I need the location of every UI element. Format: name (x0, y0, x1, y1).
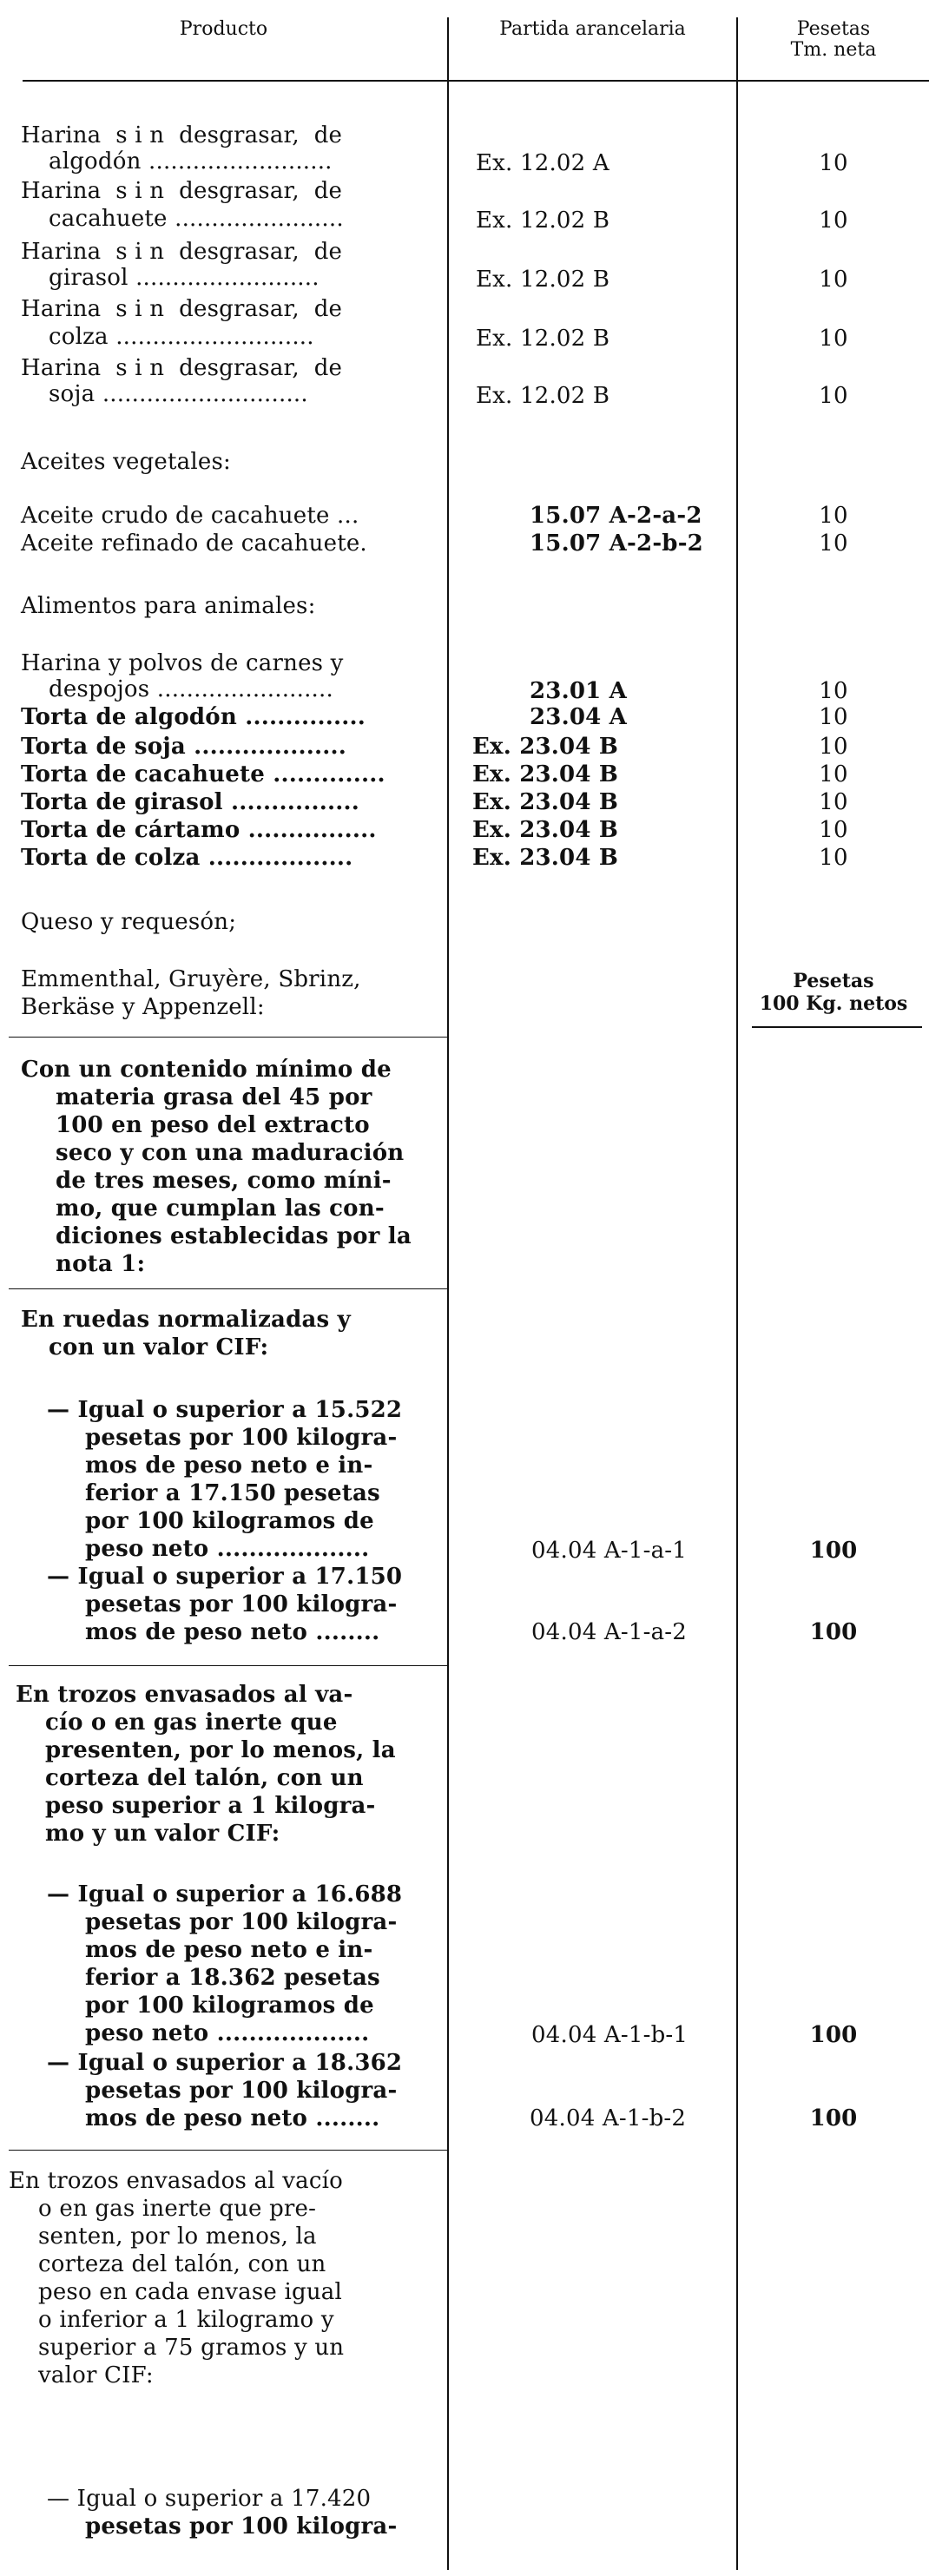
row-partida: Ex. 12.02 A (476, 150, 609, 176)
row-text: Aceite crudo de cacahuete ... (21, 503, 359, 529)
paragraph-line: de tres meses, como míni- (56, 1168, 392, 1194)
paragraph-line: En trozos envasados al vacío (9, 2168, 343, 2194)
paragraph-line: o inferior a 1 kilogramo y (38, 2307, 334, 2333)
row-pesetas: 10 (819, 267, 848, 293)
row-partida: 23.04 A (530, 704, 628, 730)
paragraph-line: superior a 75 gramos y un (38, 2335, 345, 2361)
section-heading-alimentos: Alimentos para animales: (21, 593, 316, 619)
paragraph-line: corteza del talón, con un (38, 2251, 326, 2277)
row-pesetas: 10 (819, 150, 848, 176)
paragraph-line: peso en cada envase igual (38, 2279, 342, 2305)
pesetas-100kg-header: Pesetas (793, 970, 874, 992)
header-rule-right (738, 80, 929, 82)
row-text: Harina s i n desgrasar, de (21, 239, 343, 265)
row-partida: Ex. 23.04 B (472, 761, 619, 787)
row-partida: Ex. 12.02 B (476, 383, 610, 409)
row-partida: Ex. 23.04 B (472, 789, 619, 815)
paragraph-line: pesetas por 100 kilogra- (85, 2078, 398, 2104)
section-rule (9, 1288, 447, 1289)
row-text: Harina s i n desgrasar, de (21, 296, 343, 322)
pesetas-100kg-rule (752, 1026, 922, 1028)
row-pesetas: 10 (819, 530, 848, 557)
row-text: Torta de soja ................... (21, 734, 346, 760)
row-text: girasol ......................... (49, 265, 320, 291)
header-pesetas-1: Pesetas (796, 18, 871, 40)
row-pesetas: 100 (809, 1619, 858, 1645)
section-rule (9, 2150, 447, 2151)
row-pesetas: 10 (819, 761, 848, 787)
header-pesetas-2: Tm. neta (790, 39, 877, 61)
paragraph-line: mos de peso neto ........ (85, 1619, 380, 1645)
ruedas-line: con un valor CIF: (49, 1334, 269, 1360)
row-pesetas: 10 (819, 208, 848, 234)
row-pesetas: 10 (819, 845, 848, 871)
paragraph-line: por 100 kilogramos de (85, 1993, 374, 2019)
row-text: Torta de algodón ............... (21, 704, 366, 730)
row-text: Harina s i n desgrasar, de (21, 355, 343, 381)
row-text: Aceite refinado de cacahuete. (21, 530, 367, 557)
paragraph-line: por 100 kilogramos de (85, 1508, 374, 1534)
paragraph-line: diciones establecidas por la (56, 1223, 412, 1249)
row-partida: Ex. 12.02 B (476, 267, 610, 293)
row-text: Torta de cacahuete .............. (21, 761, 385, 787)
row-text: Torta de cártamo ................ (21, 817, 377, 843)
paragraph-line: ferior a 17.150 pesetas (85, 1480, 380, 1506)
row-text: Harina s i n desgrasar, de (21, 178, 343, 204)
paragraph-line: mos de peso neto ........ (85, 2105, 380, 2131)
paragraph-line: — Igual o superior a 16.688 (47, 1881, 403, 1907)
row-pesetas: 100 (809, 2105, 858, 2131)
row-pesetas: 10 (819, 817, 848, 843)
paragraph-line: peso superior a 1 kilogra- (45, 1793, 376, 1819)
emmenthal-line: Berkäse y Appenzell: (21, 994, 265, 1020)
row-partida: 04.04 A-1-b-2 (530, 2105, 687, 2131)
emmenthal-line: Emmenthal, Gruyère, Sbrinz, (21, 966, 361, 992)
row-text: Harina y polvos de carnes y (21, 650, 344, 676)
row-pesetas: 10 (819, 734, 848, 760)
paragraph-line: seco y con una maduración (56, 1140, 405, 1166)
row-text: Torta de girasol ................ (21, 789, 360, 815)
row-partida: 04.04 A-1-b-1 (531, 2022, 689, 2048)
section-heading-queso: Queso y requesón; (21, 909, 237, 935)
header-rule-left (23, 80, 447, 82)
row-pesetas: 10 (819, 383, 848, 409)
paragraph-line: 100 en peso del extracto (56, 1112, 370, 1138)
paragraph-line: o en gas inerte que pre- (38, 2196, 317, 2222)
row-text: Torta de colza .................. (21, 845, 353, 871)
paragraph-line: nota 1: (56, 1251, 146, 1277)
row-pesetas: 10 (819, 326, 848, 352)
paragraph-line: valor CIF: (38, 2362, 154, 2388)
paragraph-line: cío o en gas inerte que (45, 1710, 338, 1736)
ruedas-line: En ruedas normalizadas y (21, 1307, 351, 1333)
row-pesetas: 100 (809, 1538, 858, 1564)
row-text: despojos ........................ (49, 676, 333, 702)
header-rule-mid (449, 80, 736, 82)
row-text: colza ........................... (49, 324, 314, 350)
row-pesetas: 10 (819, 503, 848, 529)
row-text: cacahuete ....................... (49, 206, 344, 232)
row-pesetas: 10 (819, 704, 848, 730)
paragraph-line: Con un contenido mínimo de (21, 1057, 392, 1083)
row-pesetas: 10 (819, 789, 848, 815)
paragraph-line: mo y un valor CIF: (45, 1821, 280, 1847)
paragraph-line: mos de peso neto e in- (85, 1453, 373, 1479)
row-partida: Ex. 12.02 B (476, 208, 610, 234)
row-partida: 23.01 A (530, 678, 628, 704)
section-rule (9, 1665, 447, 1666)
section-rule (9, 1037, 447, 1038)
paragraph-line: corteza del talón, con un (45, 1765, 364, 1791)
row-pesetas: 10 (819, 678, 848, 704)
row-partida: 15.07 A-2-b-2 (530, 530, 703, 557)
paragraph-line: peso neto ................... (85, 1536, 370, 1562)
paragraph-line: pesetas por 100 kilogra- (85, 2513, 398, 2540)
row-partida: 04.04 A-1-a-2 (531, 1619, 688, 1645)
paragraph-line: pesetas por 100 kilogra- (85, 1591, 398, 1617)
header-producto: Producto (179, 18, 268, 40)
row-partida: Ex. 23.04 B (472, 817, 619, 843)
paragraph-line: mo, que cumplan las con- (56, 1196, 385, 1222)
paragraph-line: En trozos envasados al va- (16, 1682, 353, 1708)
pesetas-100kg-header: 100 Kg. netos (759, 992, 908, 1015)
section-heading-aceites: Aceites vegetales: (21, 449, 231, 475)
paragraph-line: peso neto ................... (85, 2020, 370, 2046)
row-partida: Ex. 23.04 B (472, 845, 619, 871)
row-partida: 04.04 A-1-a-1 (531, 1538, 688, 1564)
header-partida: Partida arancelaria (499, 18, 686, 40)
paragraph-line: — Igual o superior a 17.150 (47, 1564, 403, 1590)
row-text: algodón ......................... (49, 148, 333, 175)
row-pesetas: 100 (809, 2022, 858, 2048)
row-partida: Ex. 12.02 B (476, 326, 610, 352)
row-text: Harina s i n desgrasar, de (21, 122, 343, 148)
paragraph-line: — Igual o superior a 18.362 (47, 2050, 403, 2076)
row-partida: 15.07 A-2-a-2 (530, 503, 702, 529)
paragraph-line: pesetas por 100 kilogra- (85, 1909, 398, 1935)
paragraph-line: senten, por lo menos, la (38, 2224, 317, 2250)
paragraph-line: materia grasa del 45 por (56, 1084, 372, 1110)
paragraph-line: presenten, por lo menos, la (45, 1737, 396, 1763)
row-partida: Ex. 23.04 B (472, 734, 619, 760)
paragraph-line: ferior a 18.362 pesetas (85, 1965, 380, 1991)
paragraph-line: — Igual o superior a 17.420 (47, 2486, 372, 2512)
paragraph-line: — Igual o superior a 15.522 (47, 1397, 403, 1423)
column-divider-1 (447, 17, 449, 2570)
paragraph-line: pesetas por 100 kilogra- (85, 1425, 398, 1451)
paragraph-line: mos de peso neto e in- (85, 1937, 373, 1963)
row-text: soja ............................ (49, 381, 308, 407)
